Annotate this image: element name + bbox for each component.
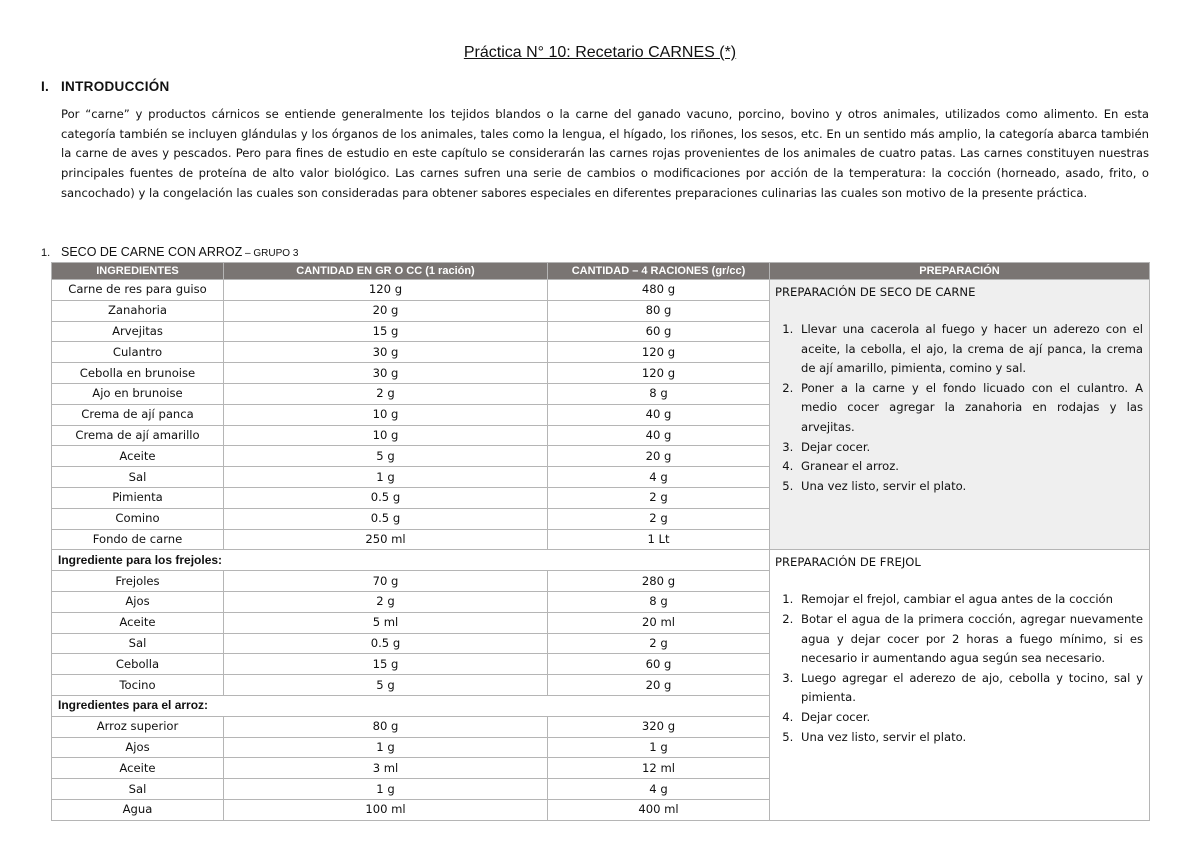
- ingredient-name: Agua: [52, 799, 224, 820]
- intro-paragraph: Por “carne” y productos cárnicos se entiende generalmente los tejidos blandos o la carne del ganado vacuno, porcino, bovino y otros animales, utilizados como alimento. En esta categoría también se incluyen glándulas y los órganos de los animales, tales como la lengua, el hígado, los riñones, los sesos, etc. En un sentido más amplio, la categoría abarca también la carne de aves y pescados. Pero para fines de estudio en este capítulo se considerarán las carnes rojas provenientes de los animales de cuatro patas. Las carnes constituyen nuestras principales fuentes de proteína de alto valor biológico. Las carnes sufren una serie de cambios o modificaciones por acción de la temperatura: la cocción (horneado, asado, frito, o sancochado) y la congelación las cuales son consideradas para obtener sabores especiales en diferentes preparaciones culinarias las cuales son motivo de la presente práctica.: [61, 107, 1149, 200]
- quantity-four-portions: 40 g: [548, 425, 770, 446]
- ingredient-name: Arvejitas: [52, 321, 224, 342]
- quantity-one-portion: 70 g: [224, 571, 548, 592]
- preparation-step: 2. Botar el agua de la primera cocción, agregar nuevamente agua y dejar cocer por 2 horas a fuego mínimo, si es necesario ir aumentando agua según sea necesario.: [797, 610, 1143, 669]
- quantity-four-portions: 1 g: [548, 737, 770, 758]
- preparation-steps: [775, 590, 1143, 747]
- header-preparacion: PREPARACIÓN: [770, 263, 1150, 280]
- ingredient-name: Cebolla en brunoise: [52, 363, 224, 384]
- quantity-four-portions: 480 g: [548, 280, 770, 301]
- quantity-four-portions: 320 g: [548, 716, 770, 737]
- quantity-one-portion: 0.5 g: [224, 633, 548, 654]
- quantity-four-portions: 4 g: [548, 779, 770, 800]
- preparation-step: 3. Luego agregar el aderezo de ajo, cebolla y tocino, sal y pimienta.: [797, 669, 1143, 708]
- ingredient-name: Pimienta: [52, 487, 224, 508]
- recipe-table: [51, 262, 1150, 821]
- ingredient-name: Sal: [52, 633, 224, 654]
- section-heading: [41, 79, 170, 94]
- ingredient-name: Aceite: [52, 612, 224, 633]
- ingredient-name: Culantro: [52, 342, 224, 363]
- recipe-number: 1.: [41, 247, 51, 259]
- table-row: [52, 280, 1150, 301]
- quantity-one-portion: 2 g: [224, 383, 548, 404]
- ingredient-name: Carne de res para guiso: [52, 280, 224, 301]
- ingredient-name: Ajo en brunoise: [52, 383, 224, 404]
- ingredient-name: Aceite: [52, 758, 224, 779]
- ingredient-name: Arroz superior: [52, 716, 224, 737]
- quantity-one-portion: 2 g: [224, 591, 548, 612]
- header-cantidad-1: CANTIDAD EN GR O CC (1 ración): [224, 263, 548, 280]
- header-cantidad-4: CANTIDAD – 4 RACIONES (gr/cc): [548, 263, 770, 280]
- ingredient-name: Sal: [52, 467, 224, 488]
- quantity-one-portion: 1 g: [224, 779, 548, 800]
- quantity-four-portions: 20 g: [548, 446, 770, 467]
- quantity-one-portion: 0.5 g: [224, 508, 548, 529]
- quantity-four-portions: 20 ml: [548, 612, 770, 633]
- quantity-one-portion: 5 g: [224, 446, 548, 467]
- quantity-one-portion: 1 g: [224, 467, 548, 488]
- quantity-one-portion: 5 ml: [224, 612, 548, 633]
- ingredient-name: Aceite: [52, 446, 224, 467]
- quantity-four-portions: 2 g: [548, 633, 770, 654]
- quantity-four-portions: 280 g: [548, 571, 770, 592]
- ingredient-name: Tocino: [52, 675, 224, 696]
- quantity-four-portions: 60 g: [548, 321, 770, 342]
- ingredient-name: Cebolla: [52, 654, 224, 675]
- section-number: I.: [41, 79, 50, 94]
- quantity-one-portion: 1 g: [224, 737, 548, 758]
- quantity-four-portions: 12 ml: [548, 758, 770, 779]
- quantity-four-portions: 120 g: [548, 363, 770, 384]
- recipe-name: SECO DE CARNE CON ARROZ: [61, 245, 243, 259]
- quantity-one-portion: 250 ml: [224, 529, 548, 550]
- quantity-one-portion: 0.5 g: [224, 487, 548, 508]
- quantity-one-portion: 100 ml: [224, 799, 548, 820]
- preparation-title: PREPARACIÓN DE SECO DE CARNE: [775, 285, 976, 299]
- quantity-one-portion: 15 g: [224, 654, 548, 675]
- ingredient-name: Zanahoria: [52, 300, 224, 321]
- preparation-step: 5. Una vez listo, servir el plato.: [797, 728, 1143, 748]
- quantity-one-portion: 30 g: [224, 342, 548, 363]
- quantity-one-portion: 5 g: [224, 675, 548, 696]
- section-title: INTRODUCCIÓN: [61, 79, 170, 94]
- quantity-four-portions: 2 g: [548, 508, 770, 529]
- quantity-one-portion: 80 g: [224, 716, 548, 737]
- preparation-step: 1. Llevar una cacerola al fuego y hacer un aderezo con el aceite, la cebolla, el ajo, la crema de ají panca, la crema de ají amarillo, pimienta, comino y sal.: [797, 320, 1143, 379]
- quantity-one-portion: 15 g: [224, 321, 548, 342]
- section-label-frejoles: Ingrediente para los frejoles:: [52, 550, 770, 571]
- quantity-four-portions: 20 g: [548, 675, 770, 696]
- ingredient-name: Comino: [52, 508, 224, 529]
- quantity-one-portion: 20 g: [224, 300, 548, 321]
- ingredient-name: Fondo de carne: [52, 529, 224, 550]
- quantity-four-portions: 4 g: [548, 467, 770, 488]
- preparation-step: 4. Dejar cocer.: [797, 708, 1143, 728]
- quantity-one-portion: 10 g: [224, 404, 548, 425]
- recipe-heading: [41, 245, 298, 259]
- quantity-one-portion: 30 g: [224, 363, 548, 384]
- table-header-row: [52, 263, 1150, 280]
- quantity-one-portion: 120 g: [224, 280, 548, 301]
- preparation-step: 2. Poner a la carne y el fondo licuado con el culantro. A medio cocer agregar la zanahoria en rodajas y las arvejitas.: [797, 379, 1143, 438]
- quantity-four-portions: 8 g: [548, 591, 770, 612]
- ingredient-name: Ajos: [52, 737, 224, 758]
- ingredient-name: Crema de ají amarillo: [52, 425, 224, 446]
- recipe-group: – GRUPO 3: [242, 248, 299, 259]
- preparation-step: 4. Granear el arroz.: [797, 457, 1143, 477]
- preparation-step: 3. Dejar cocer.: [797, 438, 1143, 458]
- quantity-one-portion: 10 g: [224, 425, 548, 446]
- quantity-four-portions: 2 g: [548, 487, 770, 508]
- section-row-frejoles: [52, 550, 1150, 571]
- quantity-four-portions: 80 g: [548, 300, 770, 321]
- header-ingredientes: INGREDIENTES: [52, 263, 224, 280]
- ingredient-name: Sal: [52, 779, 224, 800]
- preparation-title: PREPARACIÓN DE FREJOL: [775, 555, 921, 570]
- quantity-four-portions: 60 g: [548, 654, 770, 675]
- preparation-cell: [770, 550, 1150, 820]
- quantity-four-portions: 8 g: [548, 383, 770, 404]
- document-title: Práctica N° 10: Recetario CARNES (*): [463, 44, 737, 61]
- section-label-arroz: Ingredientes para el arroz:: [52, 695, 770, 716]
- quantity-four-portions: 120 g: [548, 342, 770, 363]
- preparation-step: 1. Remojar el frejol, cambiar el agua antes de la cocción: [797, 590, 1143, 610]
- quantity-four-portions: 400 ml: [548, 799, 770, 820]
- quantity-one-portion: 3 ml: [224, 758, 548, 779]
- ingredient-name: Ajos: [52, 591, 224, 612]
- quantity-four-portions: 1 Lt: [548, 529, 770, 550]
- ingredient-name: Frejoles: [52, 571, 224, 592]
- ingredient-name: Crema de ají panca: [52, 404, 224, 425]
- preparation-step: 5. Una vez listo, servir el plato.: [797, 477, 1143, 497]
- preparation-steps: [775, 320, 1143, 496]
- preparation-cell: [770, 280, 1150, 550]
- quantity-four-portions: 40 g: [548, 404, 770, 425]
